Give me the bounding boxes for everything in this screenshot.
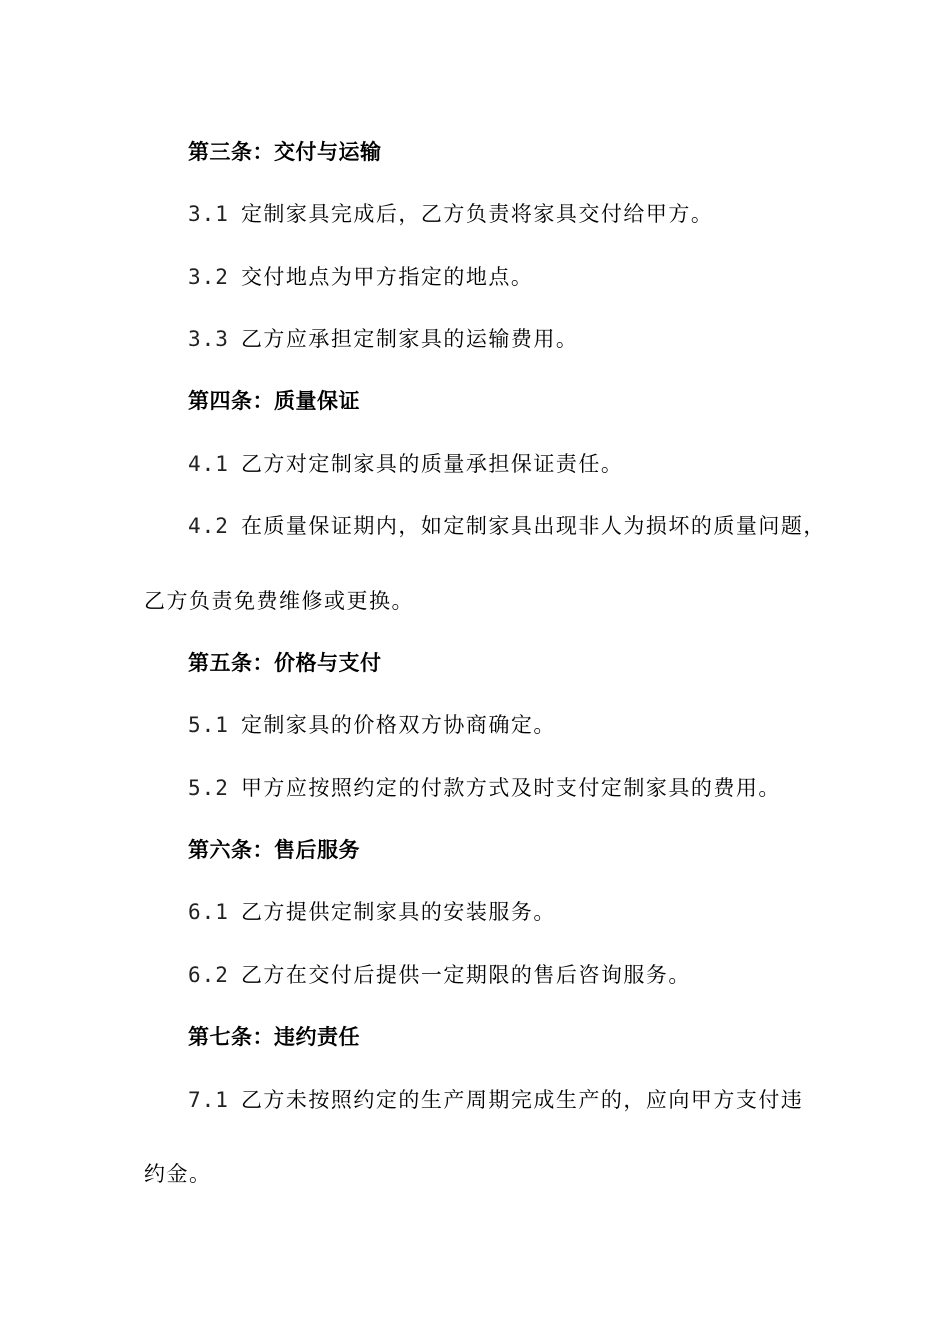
clause [188,450,623,478]
clause-text: 乙方在交付后提供一定期限的售后咨询服务。 [240,963,691,987]
clause-continuation: 约金。 [144,1162,212,1186]
section-heading: 第四条：质量保证 [188,389,360,413]
clause-number: 3.1 [188,202,229,226]
clause-text: 乙方未按照约定的生产周期完成生产的，应向甲方支付违 [240,1088,804,1112]
clause-number: 4.1 [188,452,229,476]
clause [188,325,578,353]
clause-text: 定制家具完成后，乙方负责将家具交付给甲方。 [240,202,714,226]
clause-text: 甲方应按照约定的付款方式及时支付定制家具的费用。 [240,776,781,800]
clause-text: 乙方应承担定制家具的运输费用。 [240,327,579,351]
section-heading: 第七条：违约责任 [188,1025,360,1049]
section-heading: 第五条：价格与支付 [188,651,382,675]
clause-text: 乙方对定制家具的质量承担保证责任。 [240,452,624,476]
clause-text: 在质量保证期内，如定制家具出现非人为损坏的质量问题， [240,514,826,538]
section-heading: 第六条：售后服务 [188,838,360,862]
clause-number: 3.2 [188,265,229,289]
clause [188,711,556,739]
clause-number: 5.2 [188,776,229,800]
clause [188,200,713,228]
clause-continuation: 乙方负责免费维修或更换。 [144,589,414,613]
clause-number: 4.2 [188,514,229,538]
clause [188,512,826,540]
section-heading: 第三条：交付与运输 [188,140,382,164]
clause-number: 6.1 [188,900,229,924]
clause [188,961,691,989]
clause-number: 5.1 [188,713,229,737]
clause [188,263,533,291]
clause-text: 乙方提供定制家具的安装服务。 [240,900,556,924]
clause [188,1086,803,1114]
clause-number: 3.3 [188,327,229,351]
clause-text: 交付地点为甲方指定的地点。 [240,265,534,289]
clause-number: 6.2 [188,963,229,987]
clause [188,898,556,926]
clause-text: 定制家具的价格双方协商确定。 [240,713,556,737]
clause [188,774,781,802]
clause-number: 7.1 [188,1088,229,1112]
